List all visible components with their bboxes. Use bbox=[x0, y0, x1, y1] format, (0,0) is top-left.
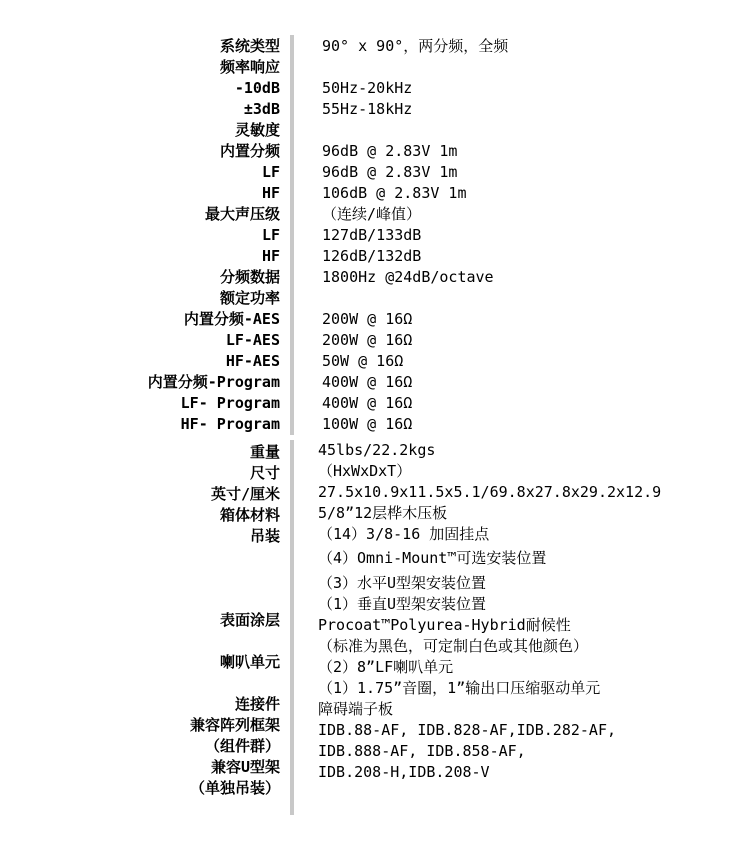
spec-value: （标准为黑色，可定制白色或其他颜色） bbox=[318, 637, 589, 655]
spec-label: 重量 bbox=[249, 443, 280, 461]
spec-value: （1）垂直U型架安装位置 bbox=[318, 595, 487, 613]
spec-value: 400W @ 16Ω bbox=[322, 394, 413, 412]
spec-label: LF- Program bbox=[180, 394, 280, 412]
spec-label: LF bbox=[261, 163, 280, 181]
spec-value: 27.5x10.9x11.5x5.1/69.8x27.8x29.2x12.9 bbox=[318, 483, 662, 501]
spec-label: 英寸/厘米 bbox=[210, 485, 280, 503]
spec-value: 90° x 90°，两分频，全频 bbox=[322, 37, 509, 55]
spec-label: 内置分频-AES bbox=[183, 310, 280, 328]
spec-value: 200W @ 16Ω bbox=[322, 331, 413, 349]
spec-value: 45lbs/22.2kgs bbox=[318, 441, 436, 459]
spec-label: 灵敏度 bbox=[234, 121, 280, 139]
spec-value: （1）1.75”音圈，1”输出口压缩驱动单元 bbox=[318, 679, 601, 697]
spec-label: HF bbox=[261, 184, 280, 202]
spec-label: 额定功率 bbox=[219, 289, 280, 307]
spec-value: 50Hz-20kHz bbox=[322, 79, 413, 97]
spec-label: LF-AES bbox=[225, 331, 280, 349]
spec-value: 127dB/133dB bbox=[322, 226, 422, 244]
spec-label: 内置分频 bbox=[219, 142, 280, 160]
spec-label: 尺寸 bbox=[249, 464, 280, 482]
spec-value: 200W @ 16Ω bbox=[322, 310, 413, 328]
spec-value: IDB.888-AF, IDB.858-AF, bbox=[318, 742, 526, 760]
spec-value: 障碍端子板 bbox=[318, 700, 394, 718]
spec-label: 吊装 bbox=[249, 527, 280, 545]
spec-label: 兼容U型架 bbox=[210, 758, 280, 776]
separator-bottom bbox=[290, 440, 294, 815]
spec-label: -10dB bbox=[234, 79, 280, 97]
spec-label: 频率响应 bbox=[219, 58, 280, 76]
spec-value: IDB.208-H,IDB.208-V bbox=[318, 763, 490, 781]
spec-value: 96dB @ 2.83V 1m bbox=[322, 163, 458, 181]
spec-value: 55Hz-18kHz bbox=[322, 100, 413, 118]
spec-value: 50W @ 16Ω bbox=[322, 352, 404, 370]
spec-value: IDB.88-AF, IDB.828-AF,IDB.282-AF, bbox=[318, 721, 617, 739]
spec-label: HF-AES bbox=[225, 352, 280, 370]
spec-label: LF bbox=[261, 226, 280, 244]
spec-label: 表面涂层 bbox=[219, 611, 280, 629]
spec-label: 分频数据 bbox=[219, 268, 280, 286]
spec-label: ±3dB bbox=[243, 100, 280, 118]
spec-label: 系统类型 bbox=[219, 37, 280, 55]
spec-value: （连续/峰值） bbox=[322, 205, 422, 223]
spec-value: （HxWxDxT） bbox=[318, 462, 412, 480]
spec-label: 内置分频-Program bbox=[147, 373, 280, 391]
separator-top bbox=[290, 35, 294, 435]
spec-value: 106dB @ 2.83V 1m bbox=[322, 184, 467, 202]
spec-value: 1800Hz @24dB/octave bbox=[322, 268, 494, 286]
spec-value: 100W @ 16Ω bbox=[322, 415, 413, 433]
spec-label: 喇叭单元 bbox=[219, 653, 280, 671]
spec-label: （单独吊装） bbox=[189, 779, 280, 797]
spec-label: HF- Program bbox=[180, 415, 280, 433]
spec-value: （4）Omni-Mount™可选安装位置 bbox=[318, 549, 547, 567]
spec-value: （2）8”LF喇叭单元 bbox=[318, 658, 454, 676]
spec-value: 96dB @ 2.83V 1m bbox=[322, 142, 458, 160]
spec-label: 连接件 bbox=[234, 695, 280, 713]
spec-label: 箱体材料 bbox=[219, 506, 280, 524]
spec-value: 126dB/132dB bbox=[322, 247, 422, 265]
spec-label: HF bbox=[261, 247, 280, 265]
spec-label: 最大声压级 bbox=[204, 205, 280, 223]
spec-value: （3）水平U型架安装位置 bbox=[318, 574, 487, 592]
spec-value: Procoat™Polyurea-Hybrid耐候性 bbox=[318, 616, 571, 634]
spec-value: 400W @ 16Ω bbox=[322, 373, 413, 391]
spec-label: （组件群） bbox=[204, 737, 280, 755]
spec-value: （14）3/8-16 加固挂点 bbox=[318, 525, 490, 543]
spec-value: 5/8”12层桦木压板 bbox=[318, 504, 448, 522]
spec-label: 兼容阵列框架 bbox=[189, 716, 280, 734]
